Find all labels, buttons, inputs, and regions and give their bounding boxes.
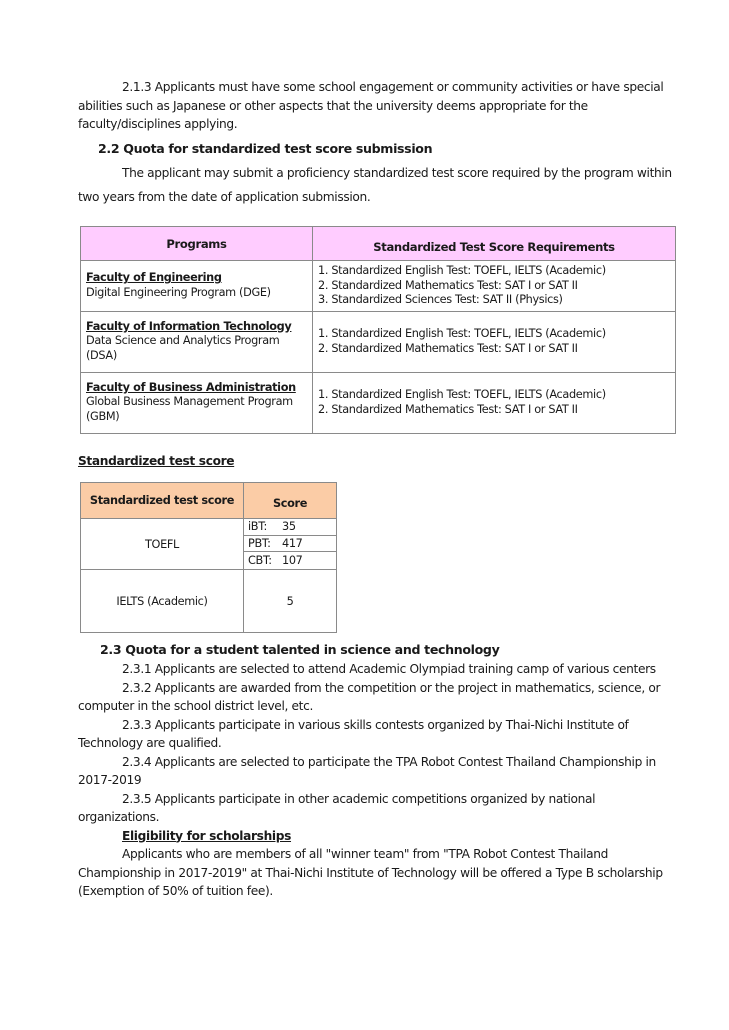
table-row [81, 311, 676, 372]
paragraph-2-1-3: 2.1.3 Applicants must have some school engagement or community activities or have special abilities such as Japanese or other aspects that the university deems appropriate for the faculty/disciplines applying. [78, 80, 664, 131]
heading-2-3: 2.3 Quota for a student talented in science and technology [100, 642, 500, 657]
program-name: Global Business Management Program (GBM) [86, 395, 293, 423]
requirement-item: 2. Standardized Mathematics Test: SAT I or SAT II [318, 402, 578, 416]
list-item: 2.3.2 Applicants are awarded from the competition or the project in mathematics, science, or computer in the school district level, etc. [78, 680, 661, 713]
document-page [78, 78, 678, 209]
toefl-label: TOEFL [81, 519, 244, 570]
score-value: 35 [282, 520, 296, 534]
column-header-test: Standardized test score [81, 483, 244, 519]
eligibility-text: Applicants who are members of all "winner team" from "TPA Robot Contest Thailand Championship in 2017-2019" at Thai-Nichi Institute of Technology will be offered a Type B scholarship (Exemption of 50% of tuition fee). [78, 847, 663, 898]
table-row [81, 519, 337, 536]
requirement-item: 1. Standardized English Test: TOEFL, IELTS (Academic) [318, 388, 606, 401]
list-item: 2.3.1 Applicants are selected to attend Academic Olympiad training camp of various centers [122, 662, 656, 676]
score-type: CBT: [248, 554, 272, 567]
heading-2-2: 2.2 Quota for standardized test score submission [98, 140, 433, 156]
requirements-cell [313, 261, 676, 312]
score-value: 417 [282, 536, 303, 550]
faculty-name: Faculty of Engineering [86, 271, 222, 285]
score-type: PBT: [248, 536, 271, 550]
standardized-score-table [80, 482, 337, 633]
ielts-label: IELTS (Academic) [81, 570, 244, 633]
table-header-row [81, 227, 676, 261]
table-row [81, 570, 337, 633]
column-header-score: Score [244, 483, 337, 519]
program-requirements-table [80, 226, 676, 434]
requirement-item: 3. Standardized Sciences Test: SAT II (Physics) [318, 293, 563, 306]
program-cell [81, 372, 313, 433]
score-type: iBT: [248, 520, 267, 534]
program-cell [81, 261, 313, 312]
faculty-name: Faculty of Information Technology [86, 319, 292, 333]
program-name: Digital Engineering Program (DGE) [86, 285, 271, 299]
section-2-3 [78, 640, 678, 901]
ielts-score: 5 [244, 570, 337, 633]
score-section-title: Standardized test score [78, 454, 235, 468]
requirement-item: 1. Standardized English Test: TOEFL, IELTS (Academic) [318, 327, 606, 340]
toefl-score-cbt [244, 552, 337, 570]
list-item: 2.3.4 Applicants are selected to participate the TPA Robot Contest Thailand Championship in 2017-2019 [78, 754, 656, 787]
eligibility-heading: Eligibility for scholarships [122, 828, 292, 843]
paragraph-2-2-intro: The applicant may submit a proficiency standardized test score required by the program within two years from the date of application submission. [78, 165, 672, 204]
requirements-cell [313, 372, 676, 433]
column-header-programs: Programs [81, 227, 313, 261]
requirement-item: 1. Standardized English Test: TOEFL, IELTS (Academic) [318, 264, 606, 277]
requirements-cell [313, 311, 676, 372]
list-item: 2.3.5 Applicants participate in other academic competitions organized by national organizations. [78, 791, 596, 824]
faculty-name: Faculty of Business Administration [86, 380, 296, 394]
score-value: 107 [282, 554, 303, 567]
toefl-score-ibt [244, 519, 337, 536]
requirement-item: 2. Standardized Mathematics Test: SAT I or SAT II [318, 341, 578, 355]
toefl-score-pbt [244, 535, 337, 552]
program-cell [81, 311, 313, 372]
table-row [81, 261, 676, 312]
requirement-item: 2. Standardized Mathematics Test: SAT I or SAT II [318, 278, 578, 292]
column-header-requirements: Standardized Test Score Requirements [313, 227, 676, 261]
score-header-row [81, 483, 337, 519]
program-name: Data Science and Analytics Program (DSA) [86, 334, 280, 362]
list-item: 2.3.3 Applicants participate in various skills contests organized by Thai-Nichi Institute of Technology are qualified. [78, 717, 629, 750]
table-row [81, 372, 676, 433]
